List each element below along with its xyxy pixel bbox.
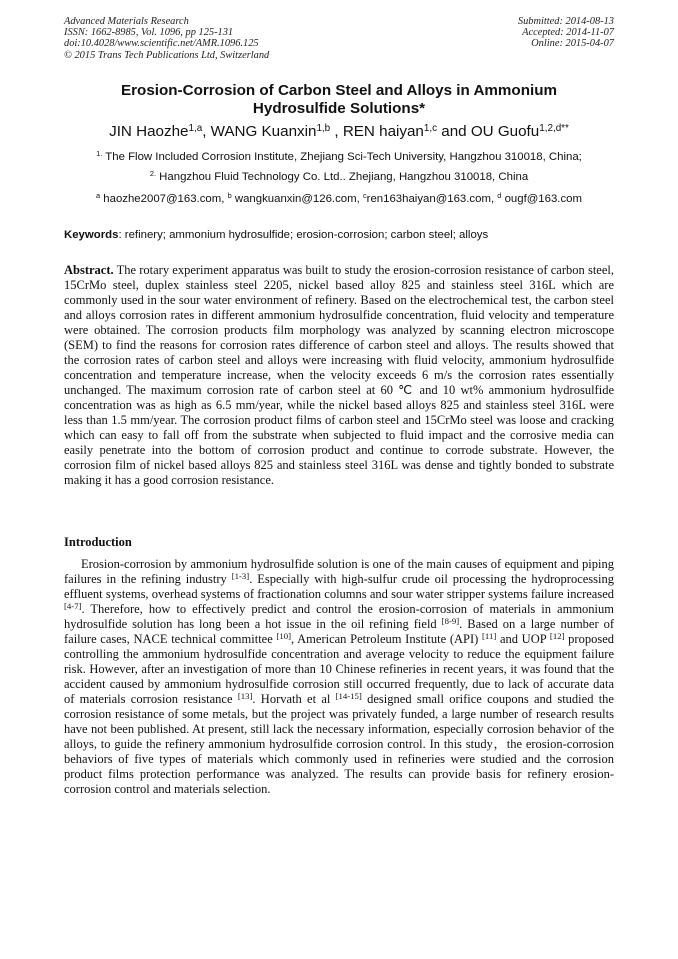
abstract-paragraph: [64, 263, 614, 488]
citation-11[interactable]: [11]: [482, 630, 497, 641]
affiliation-1: [50, 150, 628, 164]
title-line-2: Hydrosulfide Solutions*: [252, 100, 426, 117]
paper-title: [64, 82, 614, 118]
author-4-sup: 1,2,d**: [539, 123, 569, 135]
email-d-mark: d: [497, 191, 502, 201]
email-a-mark: a: [95, 191, 101, 201]
citation-10[interactable]: [10]: [276, 630, 292, 641]
journal-header: [64, 16, 269, 61]
email-c[interactable]: ren163haiyan@163.com,: [366, 193, 498, 205]
author-3-sup: 1,c: [423, 123, 438, 135]
abstract-label: Abstract.: [64, 263, 114, 277]
email-a[interactable]: haozhe2007@163.com,: [100, 193, 228, 205]
online-date: Online: 2015-04-07: [531, 38, 614, 50]
author-4: and OU Guofu: [437, 123, 540, 140]
citation-13[interactable]: [13]: [237, 690, 253, 701]
introduction-heading: Introduction: [64, 535, 132, 549]
author-emails: [50, 192, 628, 206]
intro-text-2: . Especially with high-sulfur crude oil processing the hydroprocessing effluent systems, overhead systems of fractionation columns and sour water stripper systems failure increased: [64, 572, 614, 601]
journal-name: Advanced Materials Research: [64, 16, 189, 27]
title-line-1: Erosion-Corrosion of Carbon Steel and Alloys in Ammonium: [121, 82, 557, 99]
intro-text-1: Erosion-corrosion by ammonium hydrosulfide solution is one of the main causes of equipment and piping failures in the refining industry: [64, 557, 614, 586]
abstract-text: The rotary experiment apparatus was built to study the erosion-corrosion resistance of carbon steel, 15CrMo steel, duplex stainless steel 2205, nickel based alloy 825 and stainless steel 316L which are commonly used in the sour water environment of refinery. Based on the electrochemical test, the carbon steel and alloys corrosion rates in different ammonium hydrosulfide concentration, fluid velocity and temperature were obtained. The corrosion products film morphology was analyzed by scanning electron microscope (SEM) to find the reasons for corrosion rates difference of carbon steel and alloys. The results showed that the corrosion rates of carbon steel and alloys were increasing with fluid velocity, ammonium hydrosulfide concentration and temperature increase, when the velocity exceeds 6 m/s the corrosion rates essentially unchanged. The maximum corrosion rate of carbon steel at 60 ℃ and 10 wt% ammonium hydrosulfide concentration was as high as 6.5 mm/year, while the nickel based alloys 825 and stainless steel 316L were less than 1.5 mm/year. The corrosion product films of carbon steel and 15CrMo steel was loose and cracking which can easy to fall off from the substrate when subjected to fluid impact and the corrosive media can easily penetrate into the bottom of corrosion product and continue to corrode substrate. However, the corrosion film of nickel based alloys 825 and stainless steel 316L was dense and tightly bonded to substrate making it has a good corrosion resistance.: [64, 263, 614, 487]
affiliation-1-text: The Flow Included Corrosion Institute, Zhejiang Sci-Tech University, Hangzhou 310018, China;: [102, 151, 582, 163]
author-2-sup: 1,b: [316, 123, 331, 135]
dates-header: [518, 16, 614, 50]
intro-text-4: . Based on a large number of failure cases, NACE technical committee: [64, 617, 615, 646]
affiliation-2: [50, 170, 628, 184]
author-2: , WANG Kuanxin: [202, 123, 317, 140]
author-1: JIN Haozhe: [109, 123, 189, 140]
keywords-text: : refinery; ammonium hydrosulfide; erosion-corrosion; carbon steel; alloys: [118, 229, 489, 241]
intro-text-6: and UOP: [496, 632, 550, 646]
email-b-mark: b: [227, 191, 232, 201]
intro-text-3: . Therefore, how to effectively predict and control the erosion-corrosion of materials in ammonium hydrosulfide solution has long been a hot issue in the oil refining field: [64, 602, 614, 631]
keywords-label: Keywords: [64, 229, 119, 241]
author-3: , REN haiyan: [330, 123, 424, 140]
author-list: [64, 123, 614, 141]
citation-14-15[interactable]: [14-15]: [335, 690, 362, 701]
copyright-line: © 2015 Trans Tech Publications Ltd, Switzerland: [64, 49, 270, 61]
citation-4-7[interactable]: [4-7]: [64, 600, 82, 611]
affiliation-1-mark: 1.: [96, 149, 103, 159]
email-d[interactable]: ougf@163.com: [501, 193, 582, 205]
issn-line: ISSN: 1662-8985, Vol. 1096, pp 125-131: [64, 27, 234, 39]
accepted-date: Accepted: 2014-11-07: [522, 27, 614, 39]
intro-text-8: . Horvath et al: [252, 692, 336, 706]
author-1-sup: 1,a: [188, 123, 203, 135]
submitted-date: Submitted: 2014-08-13: [517, 16, 614, 27]
citation-8-9[interactable]: [8-9]: [441, 615, 460, 626]
citation-12[interactable]: [12]: [549, 630, 565, 641]
intro-text-5: , American Petroleum Institute (API): [291, 632, 482, 646]
citation-1-3[interactable]: [1-3]: [231, 570, 250, 581]
doi-line[interactable]: doi:10.4028/www.scientific.net/AMR.1096.125: [64, 38, 259, 50]
introduction-paragraph: [64, 557, 614, 797]
email-b[interactable]: wangkuanxin@126.com,: [231, 193, 363, 205]
intro-text-7: proposed controlling the ammonium hydrosulfide concentration and average velocity to reduce the equipment failure risk. However, after an investigation of more than 10 Chinese refineries in recent years, it was found that the accident caused by ammonium hydrosulfide corrosion still occurred frequently, due to lack of accurate data of materials corrosion resistance: [64, 632, 615, 706]
email-c-mark: c: [362, 191, 367, 201]
affiliation-2-text: Hangzhou Fluid Technology Co. Ltd.. Zhejiang, Hangzhou 310018, China: [156, 171, 529, 183]
affiliation-2-mark: 2.: [149, 169, 157, 179]
intro-text-9: designed small orifice coupons and studied the corrosion resistance of some metals, but the project was privately funded, a large number of research results have not been published. At present, still lack the necessary information, especially corrosion behavior of the alloys, to guide the refinery ammonium hydrosulfide corrosion control. In this study，the erosion-corrosion behaviors of five types of materials which commonly used in refineries were studied and the corrosion product films protection performance was analyzed. The results can provide basis for refinery erosion-corrosion control and materials selection.: [64, 692, 614, 796]
keywords: [64, 228, 616, 242]
